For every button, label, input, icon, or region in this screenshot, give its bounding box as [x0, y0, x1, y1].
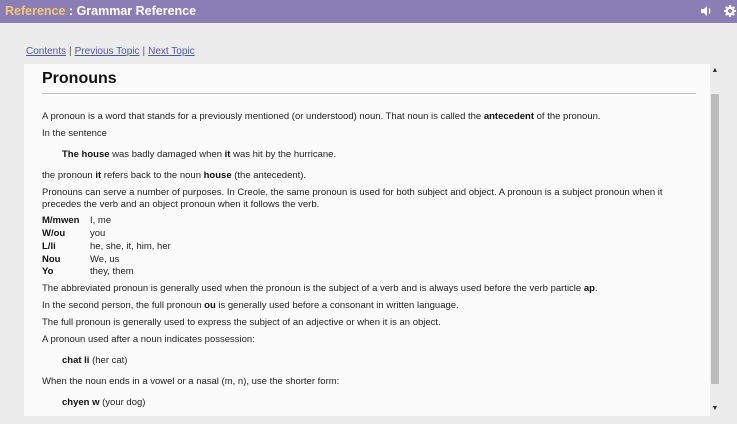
paragraph-intro: A pronoun is a word that stands for a previously mentioned (or understood) noun. That noun is called the antecedent of the pronoun. [42, 111, 601, 122]
pronoun-term: Yo [42, 266, 54, 277]
example-possession: chat li (her cat) [62, 355, 128, 366]
example-sentence: The house was badly damaged when it was hit by the hurricane. [62, 149, 337, 160]
pronoun-term: Nou [42, 254, 61, 265]
pronoun-definition: they, them [90, 266, 134, 277]
pronoun-term: L/li [42, 241, 56, 252]
scrollbar-thumb[interactable] [711, 94, 719, 384]
article-title: Pronouns [42, 70, 696, 94]
example-short-form: chyen w (your dog) [62, 397, 146, 408]
pronoun-definition: I, me [90, 215, 112, 226]
page-title: Grammar Reference [76, 4, 197, 18]
next-topic-link[interactable]: Next Topic [148, 46, 195, 57]
pronoun-definition: he, she, it, him, her [90, 241, 171, 252]
window-title [5, 4, 196, 18]
contents-link[interactable]: Contents [26, 46, 67, 57]
previous-topic-link[interactable]: Previous Topic [74, 46, 140, 57]
article-panel [24, 64, 710, 416]
paragraph-possession: A pronoun used after a noun indicates possession: [42, 334, 255, 345]
paragraph-second-person: In the second person, the full pronoun ou is generally used before a consonant in written language. [42, 300, 459, 311]
paragraph-abbreviated: The abbreviated pronoun is generally used when the pronoun is the subject of a verb and is always used before the verb particle ap. [42, 283, 598, 294]
app-name: Reference [5, 4, 66, 18]
paragraph-vowel: When the noun ends in a vowel or a nasal (m, n), use the shorter form: [42, 376, 340, 387]
scroll-up-arrow-icon[interactable]: ▲ [711, 67, 719, 74]
topic-navigation [26, 46, 195, 57]
paragraph-purposes: Pronouns can serve a number of purposes. In Creole, the same pronoun is used for both subject and object. A pronoun is a subject pronoun when it precedes the verb and an object pronoun when it follows the verb. [42, 187, 663, 210]
pronoun-term: W/ou [42, 228, 66, 239]
paragraph-in-sentence: In the sentence [42, 128, 107, 139]
article-content [42, 70, 696, 414]
nav-separator: | [142, 46, 146, 57]
title-separator: : [65, 4, 77, 18]
pronoun-definition: you [90, 228, 106, 239]
speaker-icon[interactable] [699, 4, 713, 18]
paragraph-refers: the pronoun it refers back to the noun house (the antecedent). [42, 170, 307, 181]
title-bar [0, 0, 737, 23]
pronoun-definition: We, us [90, 254, 120, 265]
vertical-scrollbar[interactable] [710, 64, 720, 416]
paragraph-full-pronoun: The full pronoun is generally used to express the subject of an adjective or when it is an object. [42, 317, 441, 328]
gear-icon[interactable] [723, 4, 737, 18]
scroll-down-arrow-icon[interactable]: ▼ [711, 405, 719, 412]
pronoun-term: M/mwen [42, 215, 80, 226]
nav-separator: | [69, 46, 72, 57]
